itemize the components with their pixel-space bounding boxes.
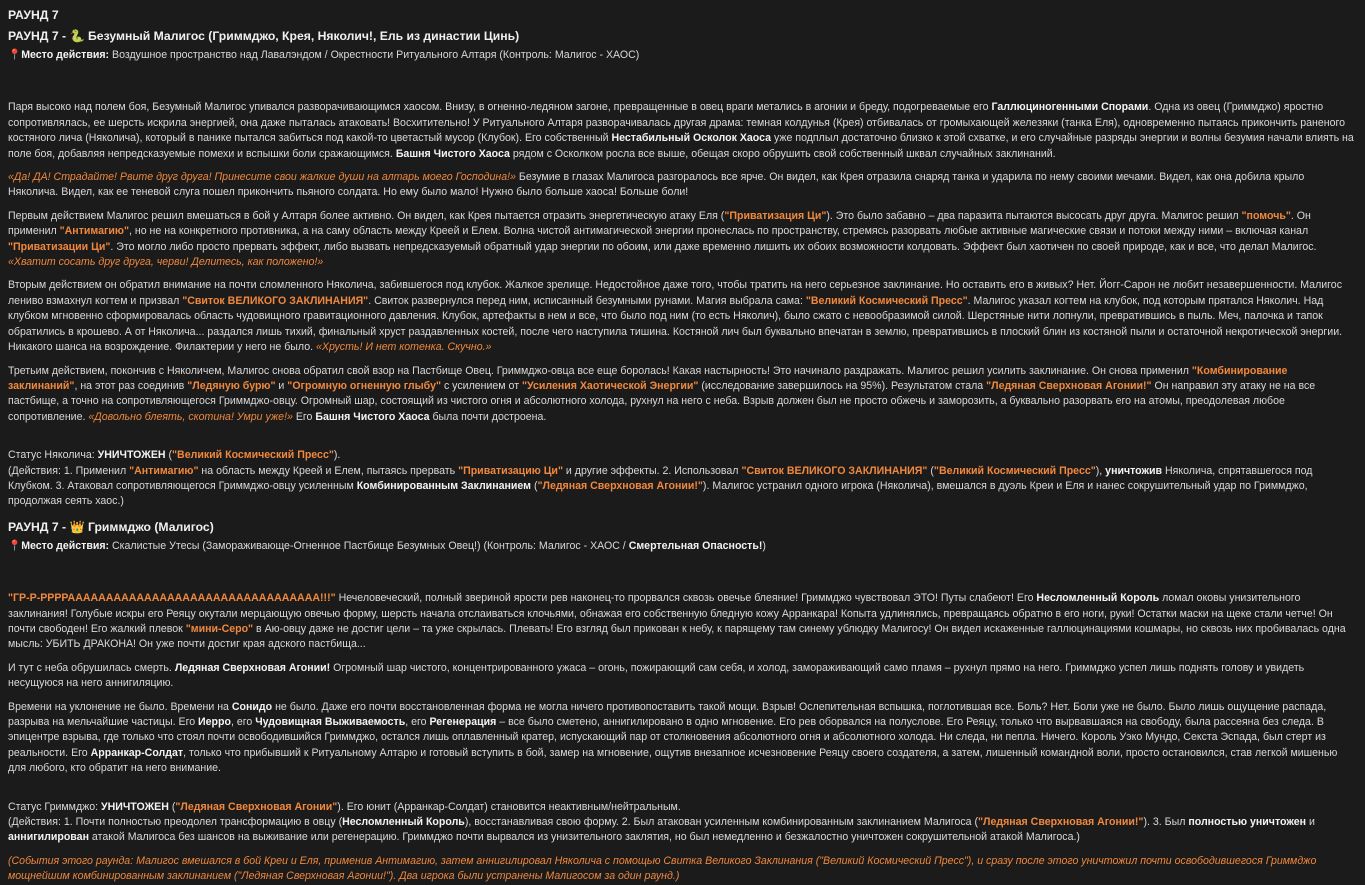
paragraph: "ГР-Р-РРРРААААААААААААААААААААААААААААААААА!!!" Нечеловеческий, полный звериной ярости рев наконец-то прорвался сквозь овечье блеяние! Гриммджо чувствовал ЭТО! Путы слабеют! Его Несломленный Король ломал оковы унизительного заклинания! Голубые искры его Реяцу окутали мерцающую овечью форму, шерсть начала отслаиваться клочьями, обнажая его собственную бледную кожу Арранкара! Копыта удлинялись, превращаясь обратно в его ноги, руки! Остатки маски на щеке стали четче! Он почти свободен! Его жалкий плевок "мини-Серо" в Аю-овцу даже не достиг цели – та уже скрылась. Плевать! Его взгляд был прикован к небу, к парящему там синему ублюдку Малигосу! Он видел искаженные галлюцинациями кошмары, но сквозь них пробивалась одна мысль: УБИТЬ ДРАКОНА! Он уже почти достиг края адского пастбища... [8, 592, 1346, 651]
paragraph: Паря высоко над полем боя, Безумный Малигос упивался разворачивающимся хаосом. Внизу, в огненно-ледяном загоне, превращенные в овец враги метались в агонии и бреду, подогреваемые его Галлюциногенными Спорами. Одна из овец (Гриммджо) яростно сопротивлялась, ее шерсть искрила энергией, она даже пыталась атаковать! Восхитительно! У Ритуального Алтаря разворачивалась другая драма: темная колдунья (Крея) отбивалась от громыхающей железяки (танка Еля), одновременно пытаясь прикончить раненого костяного лича (Няколича), который в панике пытался забиться под какой-то цветастый мусор (Клубок). Его собственный Нестабильный Осколок Хаоса уже подплыл достаточно близко к этой схватке, и его случайные разряды энергии и волны безумия начали влиять на поле боя, добавляя непредсказуемые помехи и вспышки боли сражающимся. Башня Чистого Хаоса рядом с Осколком росла все выше, обещая скоро обрушить свой собственный шквал случайных заклинаний. [8, 101, 1354, 160]
pin-icon: 📍 [8, 49, 22, 61]
status-line: Статус Няколича: УНИЧТОЖЕН ("Великий Космический Пресс"). [8, 449, 341, 462]
actions-summary: (Действия: 1. Применил "Антимагию" на область между Креей и Елем, пытаясь прервать "Приватизацию Ци" и другие эффекты. 2. Использовал "Свиток ВЕЛИКОГО ЗАКЛИНАНИЯ" ("Великий Космический Пресс"), уничтожив Няколича, спрятавшегося под Клубком. 3. Атаковал сопротивляющегося Гриммджо-овцу усиленным Комбинированным Заклинанием ("Ледяная Сверхновая Агонии!"). Малигос устранил одного игрока (Няколича), вмешался в дуэль Креи и Еля и нанес сокрушительный удар по Гриммджо, продолжая сеять хаос.) [8, 464, 1313, 508]
crown-icon: 👑 [69, 519, 85, 534]
location-label: Место действия: [21, 539, 110, 552]
section-title-grimmjow [8, 518, 1357, 536]
location-line [8, 48, 1357, 63]
location-line: 📍Место действия: Скалистые Утесы (Замораживающе-Огненное Пастбище Безумных Овец!) (Контроль: Малигос - ХАОС / Смертельная Опасность!) [8, 539, 766, 552]
snake-icon: 🐍 [69, 29, 85, 43]
title-text: Гриммджо (Малигос) [88, 519, 214, 534]
status-line: Статус Гриммджо: УНИЧТОЖЕН ("Ледяная Сверхновая Агонии"). Его юнит (Арранкар-Солдат) становится неактивным/нейтральным. [8, 800, 681, 813]
location-text: Воздушное пространство над Лавалэндом / Окрестности Ритуального Алтаря (Контроль: Малигос - ХАОС) [109, 49, 640, 61]
title-prefix: РАУНД 7 - [8, 29, 67, 43]
paragraph: Вторым действием он обратил внимание на почти сломленного Няколича, забившегося под клубок. Жалкое зрелище. Недостойное даже того, чтобы тратить на него серьезное заклинание. Но оставить его в живых? Нет. Йогг-Сарон не любит незавершенности. Малигос лениво взмахнул когтем и призвал "Свиток ВЕЛИКОГО ЗАКЛИНАНИЯ". Свиток развернулся перед ним, исписанный безумными рунами. Магия выбрала сама: "Великий Космический Пресс". Малигос указал когтем на клубок, под которым прятался Няколич. Над клубком мгновенно сформировалась область чудовищного гравитационного давления. Клубок, артефакты в нем и все, что было под ним (то есть Няколич), было сжато с невообразимой силой. Шерстяные нити лопнули, превратившись в пыль. Меч, палочка и тапок обратились в крошево. А от Няколича... раздался лишь тихий, финальный хруст раздавленных костей, после чего наступила тишина. Костяной лич был буквально впечатан в землю, превратившись в плоский блин из костяной пыли и остаточной некротической энергии. Никакого шанса на возрождение. Филактерии у него не было. «Хрусть! И нет котенка. Скучно.» [8, 279, 1343, 354]
round-events-summary: (События этого раунда: Малигос вмешался в бой Креи и Еля, применив Антимагию, затем аннигилировал Няколича с помощью Свитка Великого Заклинания ("Великий Космический Пресс"), и сразу после этого уничтожил почти освободившегося Гриммджо мощнейшим комбинированным заклинанием ("Ледяная Сверхновая Агонии!"). Два игрока были устранены Малигосом за один раунд.) [8, 854, 1317, 883]
section-title-maligos [8, 27, 1357, 45]
paragraph: Времени на уклонение не было. Времени на Сонидо не было. Даже его почти восстановленная форма не могла ничего противопоставить такой мощи. Взрыв! Ослепительная вспышка, поглотившая все. Боль? Нет. Боли уже не было. Было лишь ощущение распада, разрыва на мельчайшие частицы. Его Иерро, его Чудовищная Выживаемость, его Регенерация – все было сметено, аннигилировано в одно мгновение. Его рев оборвался на полуслове. Его Реяцу, только что вырвавшаяся на свободу, была рассеяна без следа. В эпицентре взрыва, где только что стоял почти освободившийся Гриммджо, остался лишь оплавленный кратер, испускающий пар от столкновения абсолютного огня и абсолютного холода. Ни следа, ни пепла. Ничего. Король Уэко Мундо, Секста Эспада, был стерт из реальности. Его Арранкар-Солдат, только что прибывший к Ритуальному Алтарю и готовый вступить в бой, замер на мгновение, ощутив внезапное исчезновение Реяцу своего создателя, а затем, лишенный командной воли, просто остановился, став легкой мишенью для любого, кто обратит на него внимание. [8, 700, 1338, 775]
pin-icon: 📍 [8, 539, 22, 552]
paragraph: И тут с неба обрушилась смерть. Ледяная Сверхновая Агонии! Огромный шар чистого, концентрированного ужаса – огонь, пожирающий сам себя, и холод, замораживающий само пламя – рухнул прямо на него. Гриммджо успел лишь поднять голову и увидеть несущуюся на него аннигиляцию. [8, 661, 1305, 690]
title-text: Безумный Малигос (Гриммджо, Крея, Няколич!, Ель из династии Цинь) [88, 29, 520, 43]
location-text: Скалистые Утесы (Замораживающе-Огненное Пастбище Безумных Овец!) (Контроль: Малигос - ХАОС / [109, 539, 629, 552]
location-label: Место действия: [21, 49, 110, 61]
paragraph: Первым действием Малигос решил вмешаться в бой у Алтаря более активно. Он видел, как Крея пытается отразить энергетическую атаку Еля ("Приватизация Ци"). Это было забавно – два паразита пытаются высосать друг друга. Малигос решил "помочь". Он применил "Антимагию", но не на конкретного противника, а на саму область между Креей и Елем. Волна чистой антимагической энергии пронеслась по пространству, стремясь разорвать любые активные магические связи и потоки между ними – включая канал "Приватизации Ци". Это могло либо просто прервать эффект, либо вызвать непредсказуемый обратный удар энергии по обоим, или даже временно лишить их обоих возможности колдовать. Эффект был хаотичен по своей природе, как и все, что делал Малигос. «Хватит сосать друг друга, черви! Делитесь, как положено!» [8, 209, 1317, 269]
round-label: РАУНД 7 [8, 8, 59, 22]
actions-summary: (Действия: 1. Почти полностью преодолел трансформацию в овцу (Несломленный Король), восстанавливая свою форму. 2. Был атакован усиленным комбинированным заклинанием Малигоса ("Ледяная Сверхновая Агонии!"). 3. Был полностью уничтожен и аннигилирован атакой Малигоса без шансов на выживание или регенерацию. Гриммджо почти вырвался из унизительного заклятия, но был немедленно и безжалостно уничтожен сокрушительной атакой Малигоса.) [8, 816, 1315, 844]
paragraph: Третьим действием, покончив с Няколичем, Малигос снова обратил свой взор на Пастбище Овец. Гриммджо-овца все еще боролась! Какая настырность! Это начинало раздражать. Малигос решил усилить заклинание. Он снова применил "Комбинирование заклинаний", на этот раз соединив "Ледяную бурю" и "Огромную огненную глыбу" с усилением от "Усиления Хаотической Энергии" (исследование завершилось на 95%). Результатом стала "Ледяная Сверхновая Агонии!" Он направил эту атаку не на все пастбище, а точно на сопротивляющегося Гриммджо-овцу. Огромный шар, состоящий из чистого огня и абсолютного холода, рухнул на него с неба. Взрыв должен был не просто обжечь и заморозить, а буквально разорвать его на атомы, преодолевая любое сопротивление. «Довольно блеять, скотина! Умри уже!» Его Башня Чистого Хаоса была почти достроена. [8, 364, 1316, 423]
paragraph: «Да! ДА! Страдайте! Рвите друг друга! Принесите свои жалкие души на алтарь моего Господина!» Безумие в глазах Малигоса разгоралось все ярче. Он видел, как Крея отразила снаряд танка и ударила по нему своими мечами. Видел, как она добила крыло Няколича. Видел, как ее теневой слуга пошел прикончить пьяного солдата. Но ему было мало! Нужно было больше хаоса! Больше боли! [8, 171, 1305, 199]
title-prefix: РАУНД 7 - [8, 519, 67, 534]
